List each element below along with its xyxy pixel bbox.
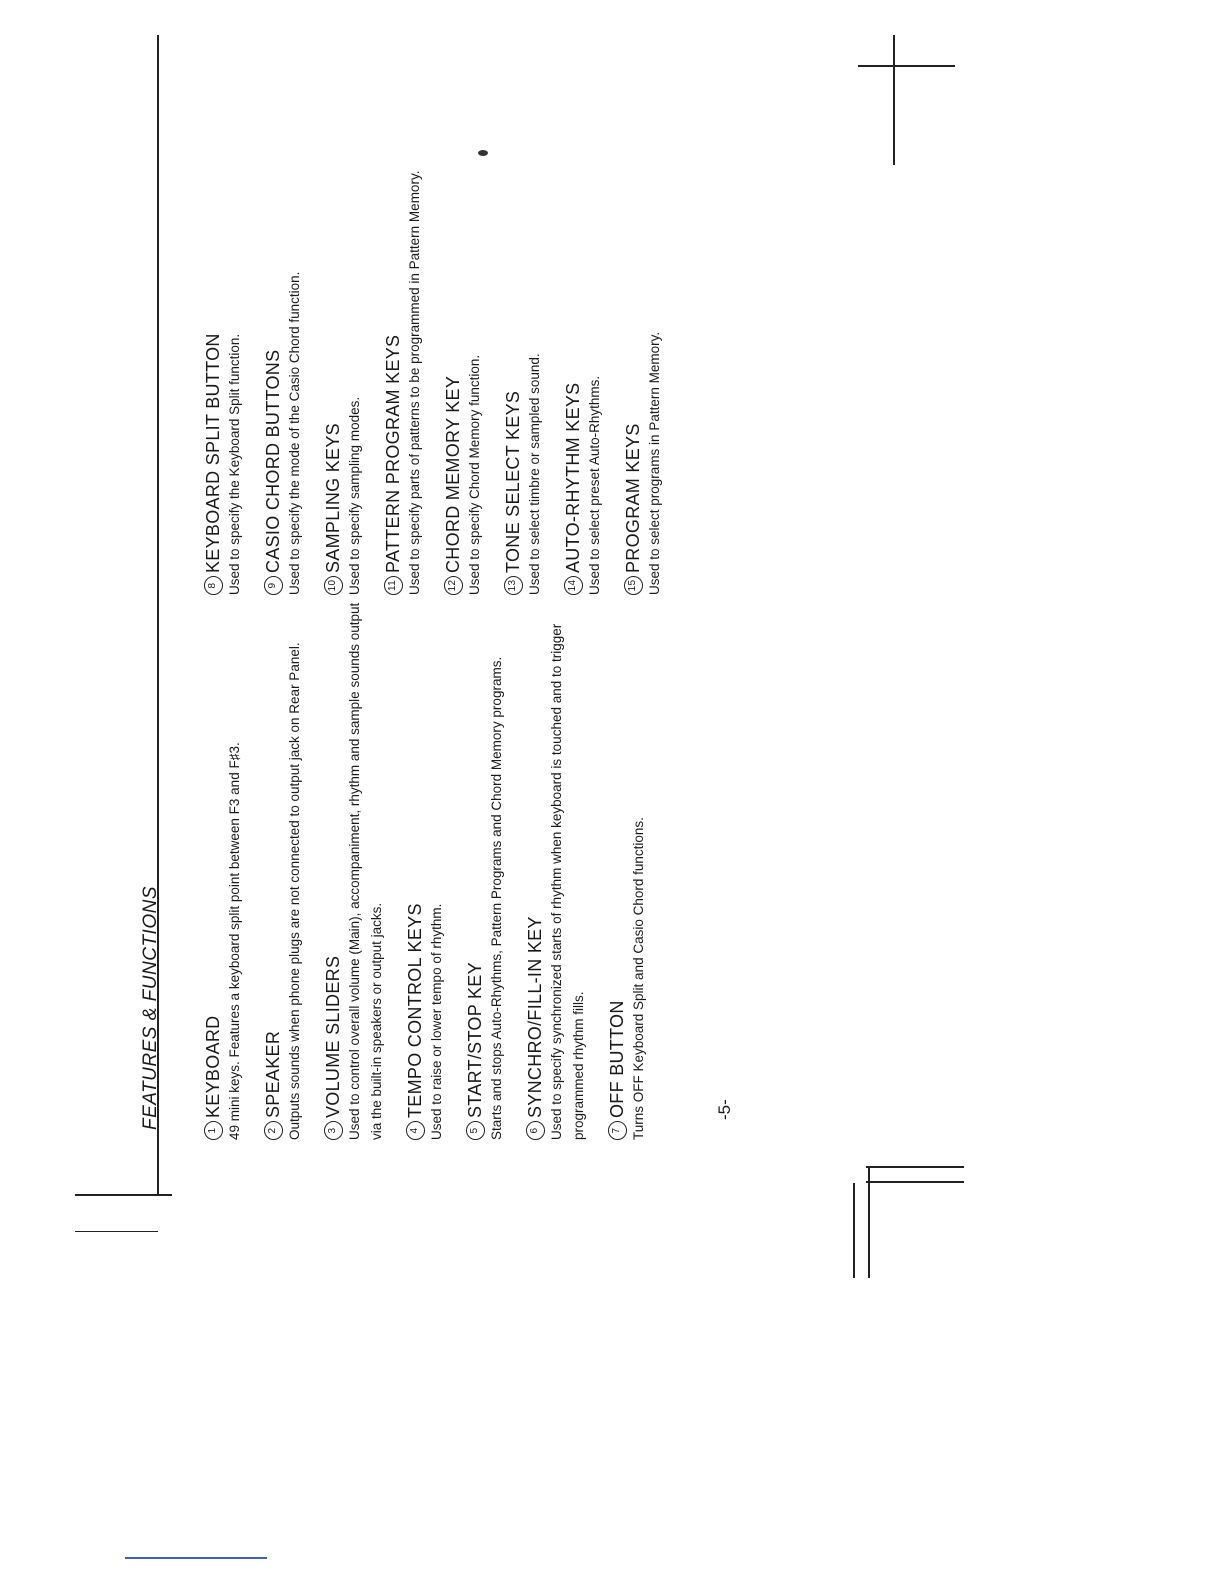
- crop-mark-left-horizontal: [75, 1194, 172, 1196]
- feature-name: CASIO CHORD BUTTONS: [263, 349, 283, 573]
- feature-description: Used to specify the mode of the Casio Chord function.: [287, 271, 302, 595]
- feature-name: PATTERN PROGRAM KEYS: [383, 334, 403, 573]
- feature-description: Used to select programs in Pattern Memory.: [647, 331, 662, 595]
- feature-name: CHORD MEMORY KEY: [443, 375, 463, 573]
- feature-description: Used to raise or lower tempo of rhythm.: [429, 903, 444, 1140]
- feature-item: [606, 590, 650, 1140]
- crop-mark-top-right-horizontal: [858, 65, 955, 67]
- item-number: 15: [624, 576, 643, 595]
- page-number: -5-: [715, 1099, 734, 1120]
- item-number: 6: [526, 1121, 545, 1140]
- crop-mark-left-horizontal-2: [75, 1231, 158, 1232]
- feature-description: Starts and stops Auto-Rhythms, Pattern Programs and Chord Memory programs.: [489, 656, 504, 1140]
- feature-description: Used to select preset Auto-Rhythms.: [587, 375, 602, 595]
- feature-description: Outputs sounds when phone plugs are not connected to output jack on Rear Panel.: [287, 642, 302, 1140]
- crop-mark-bottom-right-vertical-2: [853, 1183, 855, 1278]
- feature-name: TEMPO CONTROL KEYS: [405, 903, 425, 1118]
- item-number: 3: [324, 1121, 343, 1140]
- item-number: 14: [564, 576, 583, 595]
- feature-item: [442, 35, 486, 595]
- page-title: FEATURES & FUNCTIONS: [140, 886, 161, 1130]
- feature-item: [524, 590, 590, 1140]
- item-number: 1: [204, 1121, 223, 1140]
- feature-name: AUTO-RHYTHM KEYS: [563, 382, 583, 573]
- page-content: [140, 40, 760, 1140]
- feature-description: Used to specify the Keyboard Split function.: [227, 333, 242, 595]
- item-number: 10: [324, 576, 343, 595]
- crop-mark-bottom-right-vertical: [868, 1166, 870, 1278]
- item-number: 4: [406, 1121, 425, 1140]
- feature-name: KEYBOARD SPLIT BUTTON: [203, 333, 223, 573]
- feature-description: 49 mini keys. Features a keyboard split point between F3 and F♯3.: [227, 742, 242, 1140]
- feature-name: VOLUME SLIDERS: [323, 955, 343, 1118]
- feature-item: [322, 590, 388, 1140]
- item-number: 7: [608, 1121, 627, 1140]
- feature-item: [464, 590, 508, 1140]
- item-number: 11: [384, 576, 403, 595]
- feature-name: SAMPLING KEYS: [323, 423, 343, 573]
- feature-name: OFF BUTTON: [607, 1000, 627, 1118]
- crop-mark-bottom-right-horizontal: [866, 1166, 964, 1168]
- feature-description: Used to specify parts of patterns to be programmed in Pattern Memory.: [407, 170, 422, 595]
- feature-item: [262, 590, 306, 1140]
- item-number: 5: [466, 1121, 485, 1140]
- bottom-blue-line: [125, 1557, 267, 1559]
- features-left-column: [202, 590, 666, 1140]
- item-number: 8: [204, 576, 223, 595]
- feature-description: Used to specify synchronized starts of rhythm when keyboard is touched and to trigger programmed rhythm fills.: [549, 623, 586, 1140]
- feature-item: [262, 35, 306, 595]
- features-right-column: [202, 35, 682, 595]
- feature-description: Turns OFF Keyboard Split and Casio Chord functions.: [631, 817, 646, 1140]
- feature-item: [562, 35, 606, 595]
- feature-description: Used to select timbre or sampled sound.: [527, 353, 542, 595]
- feature-item: [502, 35, 546, 595]
- feature-item: [622, 35, 666, 595]
- feature-name: KEYBOARD: [203, 1015, 223, 1118]
- item-number: 12: [444, 576, 463, 595]
- feature-description: Used to control overall volume (Main), accompaniment, rhythm and sample sounds output via the built-in speakers or output jacks.: [347, 602, 384, 1140]
- feature-name: SYNCHRO/FILL-IN KEY: [525, 916, 545, 1118]
- feature-description: Used to specify Chord Memory function.: [467, 354, 482, 595]
- crop-mark-top-right-vertical: [893, 35, 895, 165]
- feature-name: PROGRAM KEYS: [623, 423, 643, 573]
- feature-item: [382, 35, 426, 595]
- feature-item: [202, 35, 246, 595]
- feature-name: SPEAKER: [263, 1030, 283, 1118]
- item-number: 9: [264, 576, 283, 595]
- feature-item: [322, 35, 366, 595]
- feature-item: [404, 590, 448, 1140]
- item-number: 13: [504, 576, 523, 595]
- feature-name: TONE SELECT KEYS: [503, 390, 523, 573]
- feature-item: [202, 590, 246, 1140]
- crop-mark-bottom-right-horizontal-2: [866, 1181, 964, 1183]
- feature-name: START/STOP KEY: [465, 962, 485, 1118]
- item-number: 2: [264, 1121, 283, 1140]
- feature-description: Used to specify sampling modes.: [347, 396, 362, 595]
